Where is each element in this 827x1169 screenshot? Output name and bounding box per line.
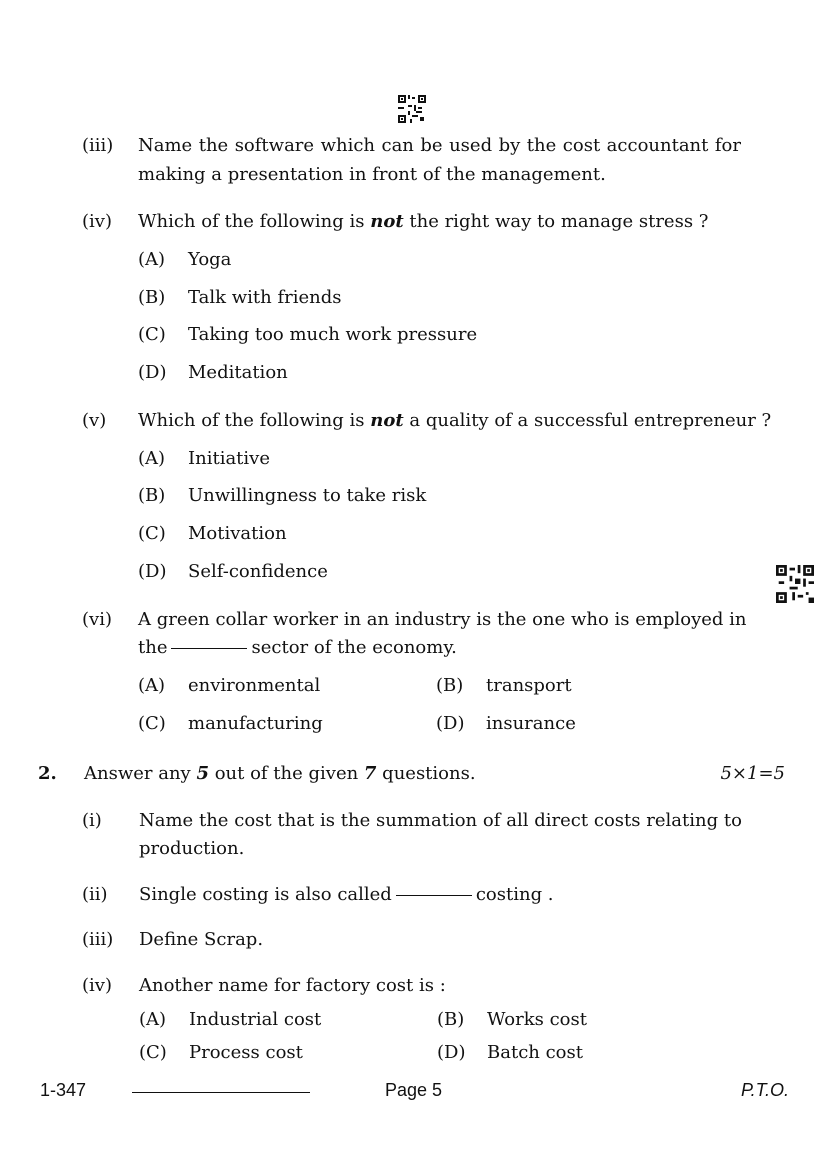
- question-number: (ii): [82, 884, 108, 905]
- option-label: (D): [436, 713, 465, 734]
- question-number: 2.: [38, 763, 57, 784]
- option-text: Talk with friends: [188, 287, 342, 308]
- question-text: Another name for factory cost is :: [139, 975, 446, 996]
- question-text: Define Scrap.: [139, 929, 264, 950]
- option-label: (B): [436, 675, 464, 696]
- question-text-part: sector of the economy.: [251, 637, 457, 658]
- option-text: Initiative: [188, 448, 270, 469]
- question-text: production.: [139, 838, 245, 859]
- question-text-part: Which of the following is: [138, 410, 371, 431]
- question-text: A green collar worker in an industry is the one who is employed in: [138, 609, 747, 630]
- option-label: (B): [138, 287, 166, 308]
- option-label: (C): [139, 1042, 167, 1063]
- question-text-part: a quality of a successful entrepreneur ?: [403, 410, 772, 431]
- emphasis-text: not: [370, 211, 404, 232]
- question-text: making a presentation in front of the management.: [138, 164, 606, 185]
- pto-label: P.T.O.: [740, 1080, 789, 1100]
- option-label: (B): [138, 485, 166, 506]
- page-number: Page 5: [385, 1080, 443, 1100]
- option-label: (A): [139, 1009, 167, 1030]
- question-text: Name the cost that is the summation of all direct costs relating to: [139, 810, 742, 831]
- question-text: Name the software which can be used by the cost accountant for: [138, 135, 741, 156]
- option-text: Process cost: [189, 1042, 303, 1063]
- option-text: Meditation: [188, 362, 288, 383]
- question-text-part: Which of the following is: [138, 211, 371, 232]
- option-label: (A): [138, 675, 166, 696]
- question-text-part: the: [138, 637, 168, 658]
- option-text: Works cost: [487, 1009, 587, 1030]
- qr-code-icon: [398, 95, 426, 123]
- question-text: [138, 634, 457, 662]
- question-text-part: Answer any: [84, 763, 197, 784]
- option-label: (D): [138, 362, 167, 383]
- emphasis-text: 7: [363, 763, 377, 784]
- option-label: (A): [138, 249, 166, 270]
- option-text: Yoga: [188, 249, 232, 270]
- option-label: (B): [437, 1009, 465, 1030]
- emphasis-text: 5: [196, 763, 209, 784]
- question-text-part: out of the given: [208, 763, 364, 784]
- fill-in-blank: [171, 647, 247, 649]
- question-text: [138, 407, 771, 435]
- question-number: (v): [82, 410, 107, 431]
- option-text: Taking too much work pressure: [188, 324, 478, 345]
- option-text: Industrial cost: [189, 1009, 322, 1030]
- question-number: (iii): [82, 929, 114, 950]
- question-text: [84, 760, 476, 788]
- option-label: (C): [138, 324, 166, 345]
- option-text: Self-confidence: [188, 561, 328, 582]
- question-number: (iv): [82, 975, 112, 996]
- question-number: (i): [82, 810, 102, 831]
- option-text: Batch cost: [487, 1042, 583, 1063]
- option-label: (D): [138, 561, 167, 582]
- option-label: (C): [138, 713, 166, 734]
- option-text: Motivation: [188, 523, 287, 544]
- option-text: insurance: [486, 713, 576, 734]
- question-text-part: the right way to manage stress ?: [403, 211, 709, 232]
- question-number: (vi): [82, 609, 112, 630]
- marks-label: 5×1=5: [720, 763, 785, 784]
- option-label: (A): [138, 448, 166, 469]
- question-text-part: costing .: [475, 884, 554, 905]
- option-text: manufacturing: [188, 713, 323, 734]
- question-number: (iii): [82, 135, 114, 156]
- question-text-part: Single costing is also called: [139, 884, 392, 905]
- question-number: (iv): [82, 211, 112, 232]
- option-text: environmental: [188, 675, 321, 696]
- fill-in-blank: [396, 894, 472, 896]
- paper-code: 1-347: [40, 1080, 87, 1100]
- qr-code-icon: [776, 565, 814, 603]
- option-text: transport: [486, 675, 572, 696]
- footer-rule: [132, 1092, 310, 1093]
- option-text: Unwillingness to take risk: [188, 485, 427, 506]
- question-text: [139, 881, 554, 909]
- question-text: [138, 208, 708, 236]
- emphasis-text: not: [370, 410, 404, 431]
- option-label: (C): [138, 523, 166, 544]
- option-label: (D): [437, 1042, 466, 1063]
- question-text-part: questions.: [376, 763, 476, 784]
